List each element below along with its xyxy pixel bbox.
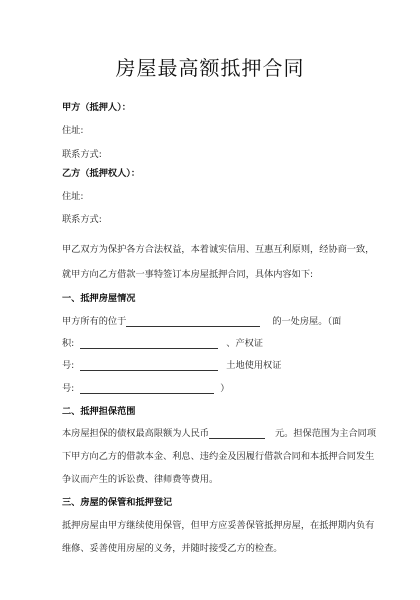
section-2-l1-text-b: 元。担保范围为主合同项: [275, 428, 377, 439]
section-1-l3-text-a: 号:: [62, 360, 75, 371]
section-1-line-1: [62, 313, 341, 327]
location-blank: [126, 316, 260, 327]
party-a-address-label: 住址:: [62, 125, 84, 136]
intro-line-2: 就甲方向乙方借款一事特签订本房屋抵押合同，具体内容如下:: [62, 269, 314, 280]
document-title: 房屋最高额抵押合同: [115, 56, 305, 80]
party-a-heading: 甲方（抵押人）：: [62, 102, 131, 113]
party-b-address-label: 住址:: [62, 191, 84, 202]
land-cert-blank: [80, 383, 214, 394]
section-1-line-3: [62, 357, 281, 371]
section-1-l1-text-a: 甲方所有的位于: [62, 316, 127, 327]
section-1-l2-text-a: 积:: [62, 338, 75, 349]
amount-blank: [209, 428, 265, 439]
section-2-line-1: [62, 425, 376, 439]
section-1-line-4: [62, 380, 229, 394]
party-b-contact-label: 联系方式:: [62, 214, 102, 225]
section-2-line-2: 下甲方向乙方的借款本金、利息、违约金及因履行借款合同和本抵押合同发生: [62, 451, 375, 462]
section-2-heading: 二、抵押担保范围: [62, 406, 136, 417]
section-3-heading: 三、房屋的保管和抵押登记: [62, 497, 173, 508]
section-1-line-2: [62, 335, 263, 349]
section-1-l3-text-b: 土地使用权证: [226, 360, 282, 371]
party-a-contact-label: 联系方式:: [62, 149, 102, 160]
party-b-heading: 乙方（抵押权人）：: [62, 168, 141, 179]
property-cert-blank: [80, 360, 218, 371]
section-1-heading: 一、抵押房屋情况: [62, 293, 136, 304]
section-1-l4-text-b: ）: [220, 383, 230, 394]
section-3-line-2: 维修、妥善使用房屋的义务，并随时接受乙方的检查。: [62, 543, 283, 554]
section-2-line-3: 争议而产生的诉讼费、律师费等费用。: [62, 474, 219, 485]
section-1-l1-text-b: 的一处房屋。（面: [272, 316, 342, 327]
section-1-l4-text-a: 号:: [62, 383, 75, 394]
intro-line-1: 甲乙双方为保护各方合法权益，本着诚实信用、互惠互利原则，经协商一致，: [62, 244, 375, 255]
area-blank: [80, 338, 218, 349]
section-3-line-1: 抵押房屋由甲方继续使用保管，但甲方应妥善保管抵押房屋，在抵押期内负有: [62, 520, 375, 531]
section-2-l1-text-a: 本房屋担保的债权最高限额为人民币: [62, 428, 209, 439]
section-1-l2-text-b: 、产权证: [226, 338, 264, 349]
